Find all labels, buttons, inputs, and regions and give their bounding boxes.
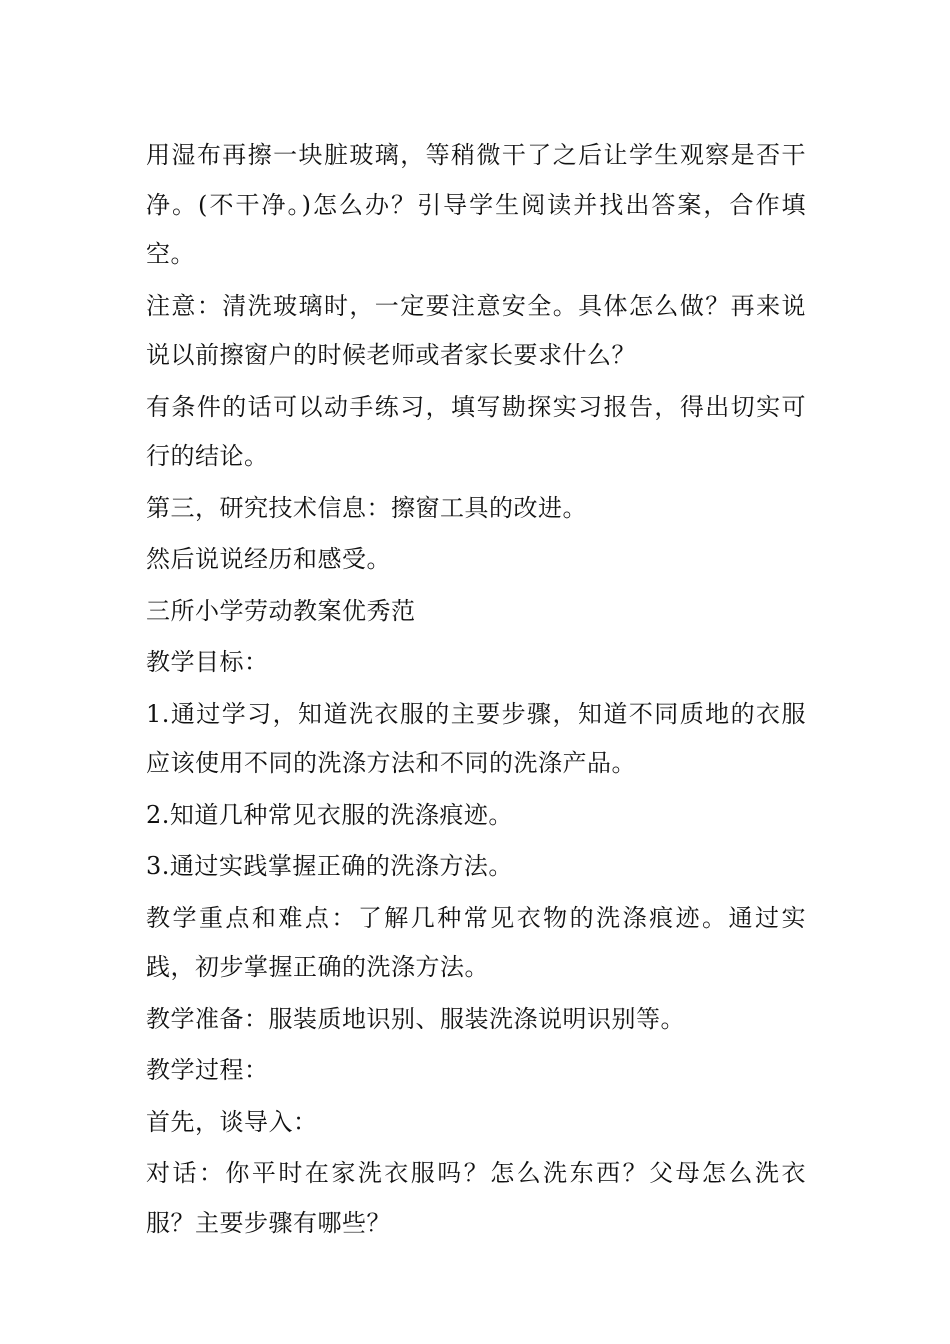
paragraph-wipe-glass: 用湿布再擦一块脏玻璃，等稍微干了之后让学生观察是否干净。(不干净。)怎么办？引导学生阅读并找出答案，合作填空。 xyxy=(146,141,806,268)
heading-teaching-goals: 教学目标： xyxy=(146,648,269,676)
paragraph-introduction: 首先，谈导入： xyxy=(146,1107,318,1136)
paragraph-preparation: 教学准备：服装质地识别、服装洗涤说明识别等。 xyxy=(146,1004,685,1033)
paragraph-third-step: 第三，研究技术信息：擦窗工具的改进。 xyxy=(146,493,587,522)
document-body xyxy=(146,131,806,1250)
goal-item-3: 3.通过实践掌握正确的洗涤方法。 xyxy=(146,852,513,880)
section-title: 三所小学劳动教案优秀范 xyxy=(146,596,416,625)
paragraph-safety-note: 注意：清洗玻璃时，一定要注意安全。具体怎么做？再来说说以前擦窗户的时候老师或者家长要求什么？ xyxy=(146,291,806,369)
paragraph-dialogue: 对话：你平时在家洗衣服吗？怎么洗东西？父母怎么洗衣服？主要步骤有哪些？ xyxy=(146,1159,806,1237)
paragraph-experience: 然后说说经历和感受。 xyxy=(146,545,391,573)
heading-teaching-process: 教学过程： xyxy=(146,1056,269,1084)
paragraph-practice: 有条件的话可以动手练习，填写勘探实习报告，得出切实可行的结论。 xyxy=(146,392,806,470)
goal-item-1: 1.通过学习，知道洗衣服的主要步骤，知道不同质地的衣服应该使用不同的洗涤方法和不同的洗涤产品。 xyxy=(146,699,806,777)
goal-item-2: 2.知道几种常见衣服的洗涤痕迹。 xyxy=(146,800,513,829)
paragraph-key-points: 教学重点和难点：了解几种常见衣物的洗涤痕迹。通过实践，初步掌握正确的洗涤方法。 xyxy=(146,903,806,981)
